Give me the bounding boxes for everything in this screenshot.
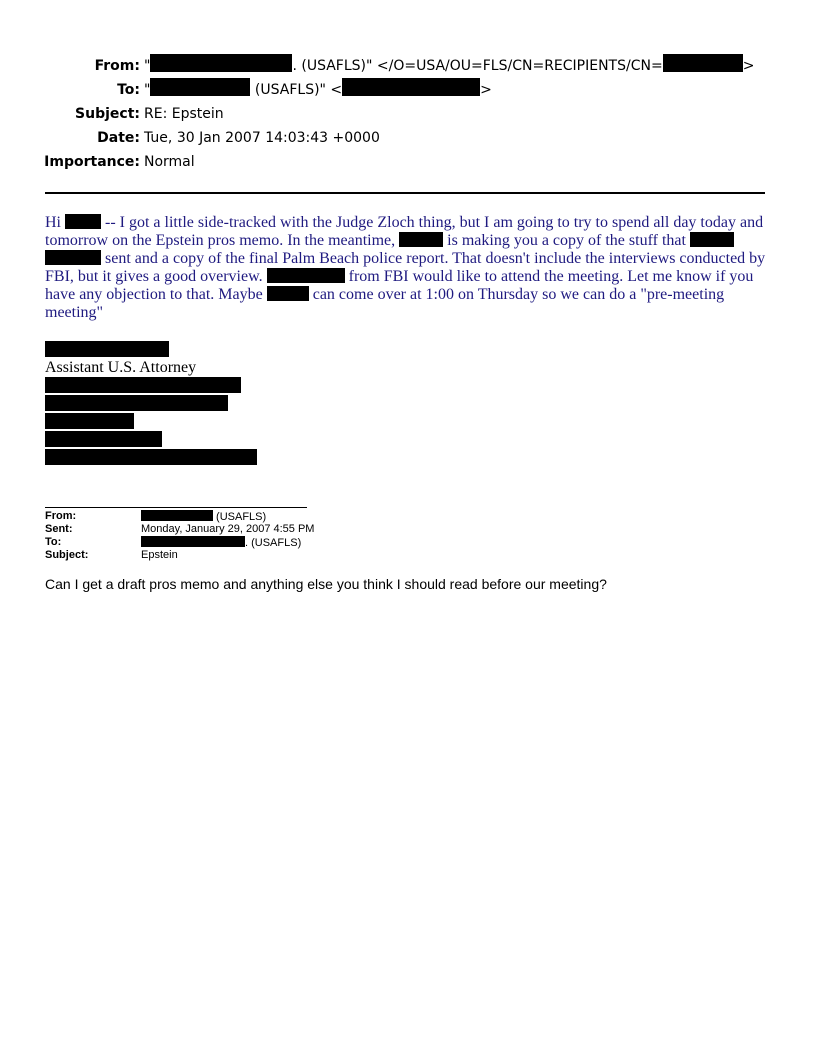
header-subject-value: RE: Epstein — [144, 106, 224, 122]
header-date-value: Tue, 30 Jan 2007 14:03:43 +0000 — [144, 130, 380, 146]
forwarded-sent-label: Sent: — [45, 523, 73, 535]
forwarded-subject-value: Epstein — [141, 549, 178, 561]
redaction-box — [65, 214, 101, 229]
redaction-box — [399, 232, 443, 247]
header-importance-value: Normal — [144, 154, 195, 170]
redaction-box — [150, 54, 292, 72]
forwarded-from-row — [45, 510, 314, 523]
header-subject-label: Subject: — [75, 106, 140, 122]
signature-name-line — [45, 341, 257, 359]
header-to-open: " — [144, 82, 151, 98]
forwarded-from-label: From: — [45, 510, 77, 522]
signature-line — [45, 413, 257, 431]
signature-line — [45, 449, 257, 467]
message-text: Hi — [45, 214, 65, 231]
header-from-close: > — [742, 58, 755, 74]
header-from-label: From: — [94, 58, 140, 74]
redaction-box — [45, 341, 169, 357]
redaction-box — [663, 54, 743, 72]
signature-line — [45, 377, 257, 395]
redaction-box — [690, 232, 734, 247]
message-text: is making you a copy of the stuff that — [443, 232, 690, 249]
signature-title: Assistant U.S. Attorney — [45, 359, 197, 376]
redaction-box — [45, 395, 228, 411]
email-header — [0, 54, 816, 174]
header-importance-row — [0, 150, 816, 174]
forwarded-to-value — [141, 536, 301, 549]
forwarded-subject-row — [45, 549, 314, 562]
message-text: sent and a copy of the final Palm Beach police report. That doesn't include the interviews conducted by FBI, but it gives a good overview. — [45, 250, 766, 285]
forwarded-subject-label: Subject: — [45, 549, 89, 561]
message-body — [45, 214, 775, 322]
header-importance-label: Importance: — [44, 154, 140, 170]
redaction-box — [141, 510, 213, 521]
forwarded-header — [45, 510, 314, 562]
redaction-box — [150, 78, 250, 96]
redaction-box — [45, 413, 134, 429]
message-text: -- I got a little side-tracked with the Judge Zloch thing, but I am going to try to spend all day today and tomorrow on the Epstein pros memo. In the meantime, — [45, 214, 764, 249]
redaction-box — [342, 78, 480, 96]
forwarded-to-row — [45, 536, 314, 549]
forwarded-to-label: To: — [45, 536, 62, 548]
header-from-open: " — [144, 58, 151, 74]
header-from-mid: . (USAFLS)" </O=USA/OU=FLS/CN=RECIPIENTS/CN= — [292, 58, 663, 74]
header-to-label: To: — [117, 82, 140, 98]
header-date-row — [0, 126, 816, 150]
signature-line — [45, 395, 257, 413]
header-to-mid: (USAFLS)" < — [250, 82, 343, 98]
redaction-box — [45, 377, 241, 393]
header-subject-row — [0, 102, 816, 126]
redaction-box — [267, 286, 309, 301]
redaction-box — [45, 449, 257, 465]
forwarded-sent-value: Monday, January 29, 2007 4:55 PM — [141, 523, 315, 535]
redaction-box — [267, 268, 345, 283]
forwarded-from-value — [141, 510, 266, 523]
message-text: can come over at 1:00 on Thursday so we can do a "pre-meeting meeting" — [45, 286, 725, 321]
forwarded-body: Can I get a draft pros memo and anything else you think I should read before our meeting? — [45, 576, 607, 592]
header-to-value — [144, 78, 492, 102]
forwarded-from-text: (USAFLS) — [213, 511, 267, 523]
redaction-box — [45, 431, 162, 447]
forwarded-divider — [45, 507, 307, 508]
header-from-value — [144, 54, 754, 78]
forwarded-sent-row — [45, 523, 314, 536]
message-text: from FBI would like to attend the meeting. Let me know if you have any objection to that. Maybe — [45, 268, 754, 303]
header-to-close: > — [480, 82, 492, 98]
forwarded-to-text: . (USAFLS) — [245, 537, 302, 549]
redaction-box — [141, 536, 245, 547]
header-from-row — [0, 54, 816, 78]
header-date-label: Date: — [97, 130, 140, 146]
redaction-box — [45, 250, 101, 265]
signature-block — [45, 341, 257, 467]
signature-line — [45, 431, 257, 449]
header-to-row — [0, 78, 816, 102]
header-divider — [45, 192, 765, 194]
